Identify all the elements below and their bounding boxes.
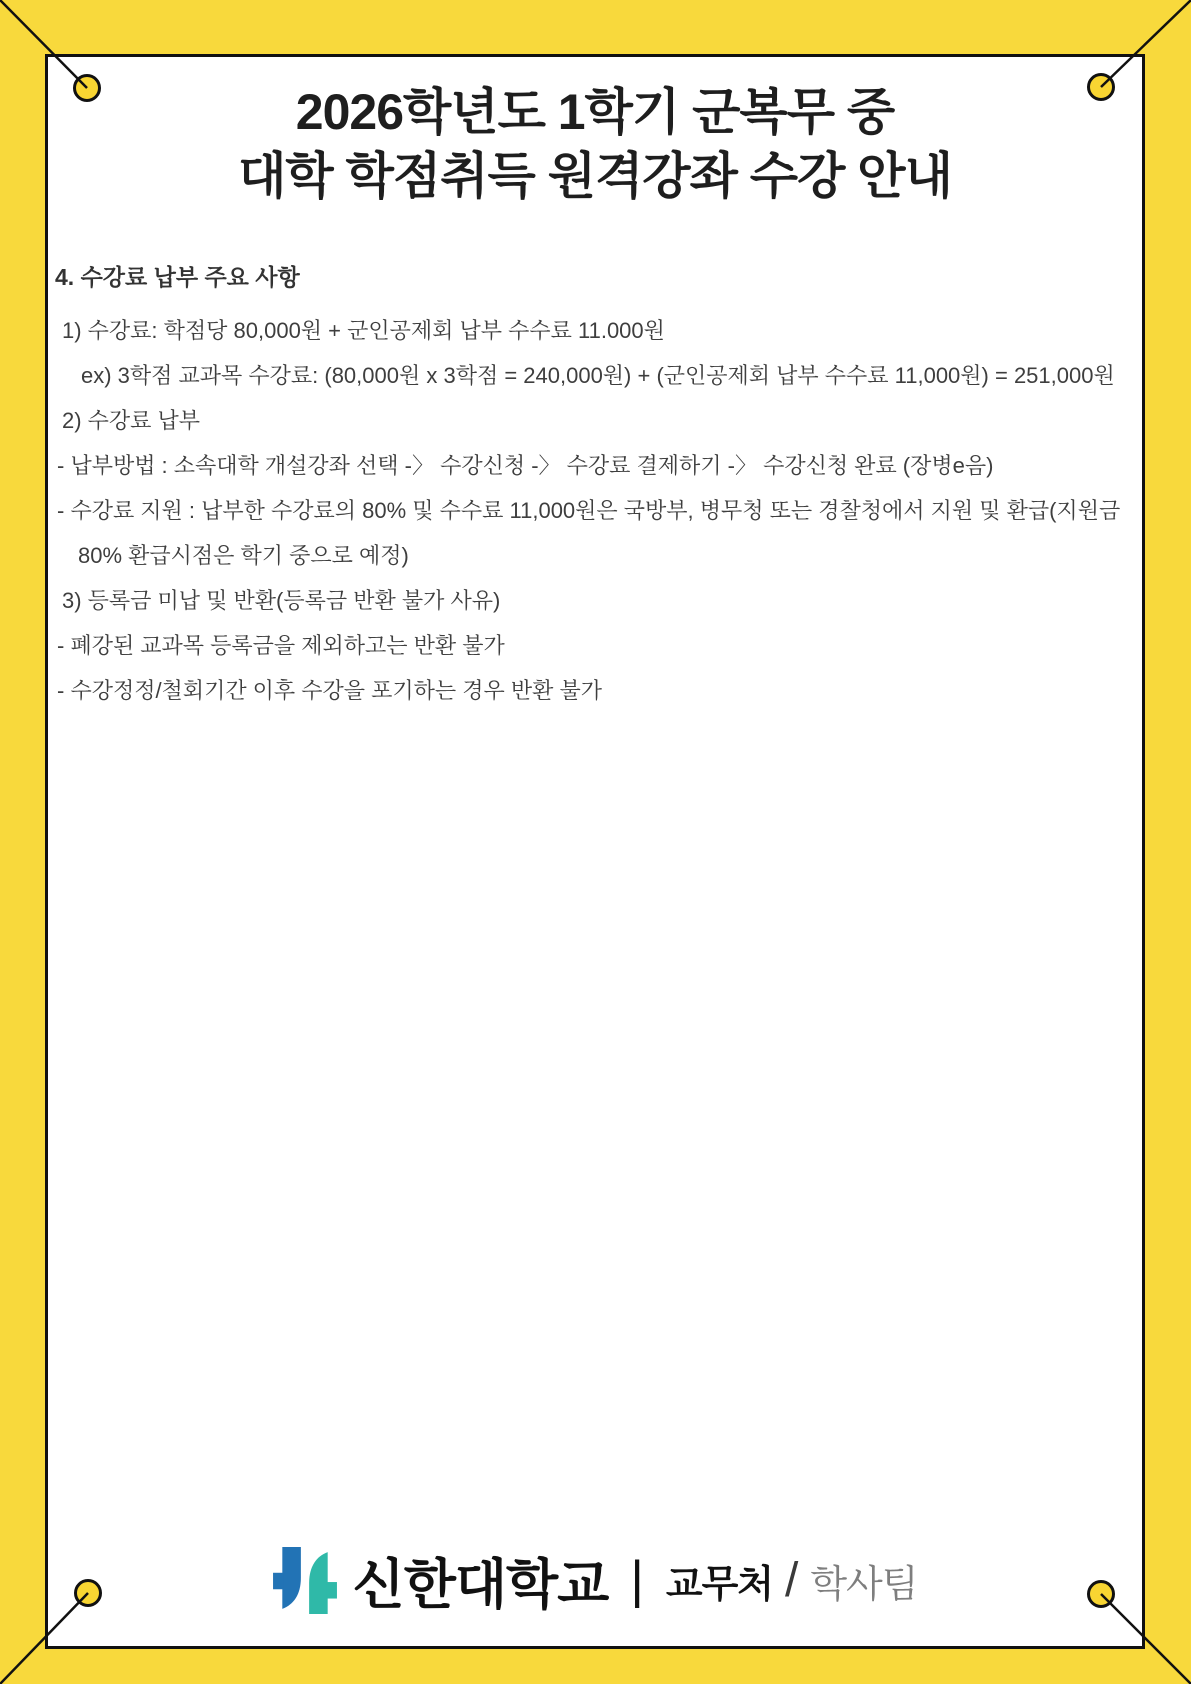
section-heading: 4. 수강료 납부 주요 사항 [55,264,300,290]
body-line: - 납부방법 : 소속대학 개설강좌 선택 -〉 수강신청 -〉 수강료 결제하기 -〉 수강신청 완료 (장병e음) [57,453,994,478]
footer-logo-lockup [48,1535,1142,1625]
paper-sheet [45,54,1145,1649]
body-line: 1) 수강료: 학점당 80,000원 + 군인공제회 납부 수수료 11.000원 [62,318,665,343]
university-name: 신한대학교 [352,1554,609,1615]
title-line-1: 2026학년도 1학기 군복무 중 [295,84,895,140]
department-name: 교무처 [665,1563,773,1606]
logo-blue-shape [273,1547,301,1609]
slash-divider: / [785,1553,799,1607]
body-line: - 수강료 지원 : 납부한 수강료의 80% 및 수수료 11,000원은 국방부, 병무청 또는 경찰청에서 지원 및 환급(지원금 [57,498,1121,523]
body-line: ex) 3학점 교과목 수강료: (80,000원 x 3학점 = 240,000원) + (군인공제회 납부 수수료 11,000원) = 251,000원 [81,363,1115,388]
body-line: - 수강정정/철회기간 이후 수강을 포기하는 경우 반환 불가 [57,678,603,703]
university-logo-icon [273,1547,337,1614]
separator-bar: | [630,1551,644,1609]
team-name: 학사팀 [810,1563,918,1606]
body-line: 2) 수강료 납부 [62,408,201,433]
body-line: 3) 등록금 미납 및 반환(등록금 반환 불가 사유) [62,588,501,613]
body-line: - 폐강된 교과목 등록금을 제외하고는 반환 불가 [57,633,505,658]
title-line-2: 대학 학점취득 원격강좌 수강 안내 [238,148,952,204]
page-title [48,80,1142,208]
body-line: 80% 환급시점은 학기 중으로 예정) [78,543,409,568]
notice-body [55,255,1135,713]
logo-teal-shape [309,1552,337,1614]
